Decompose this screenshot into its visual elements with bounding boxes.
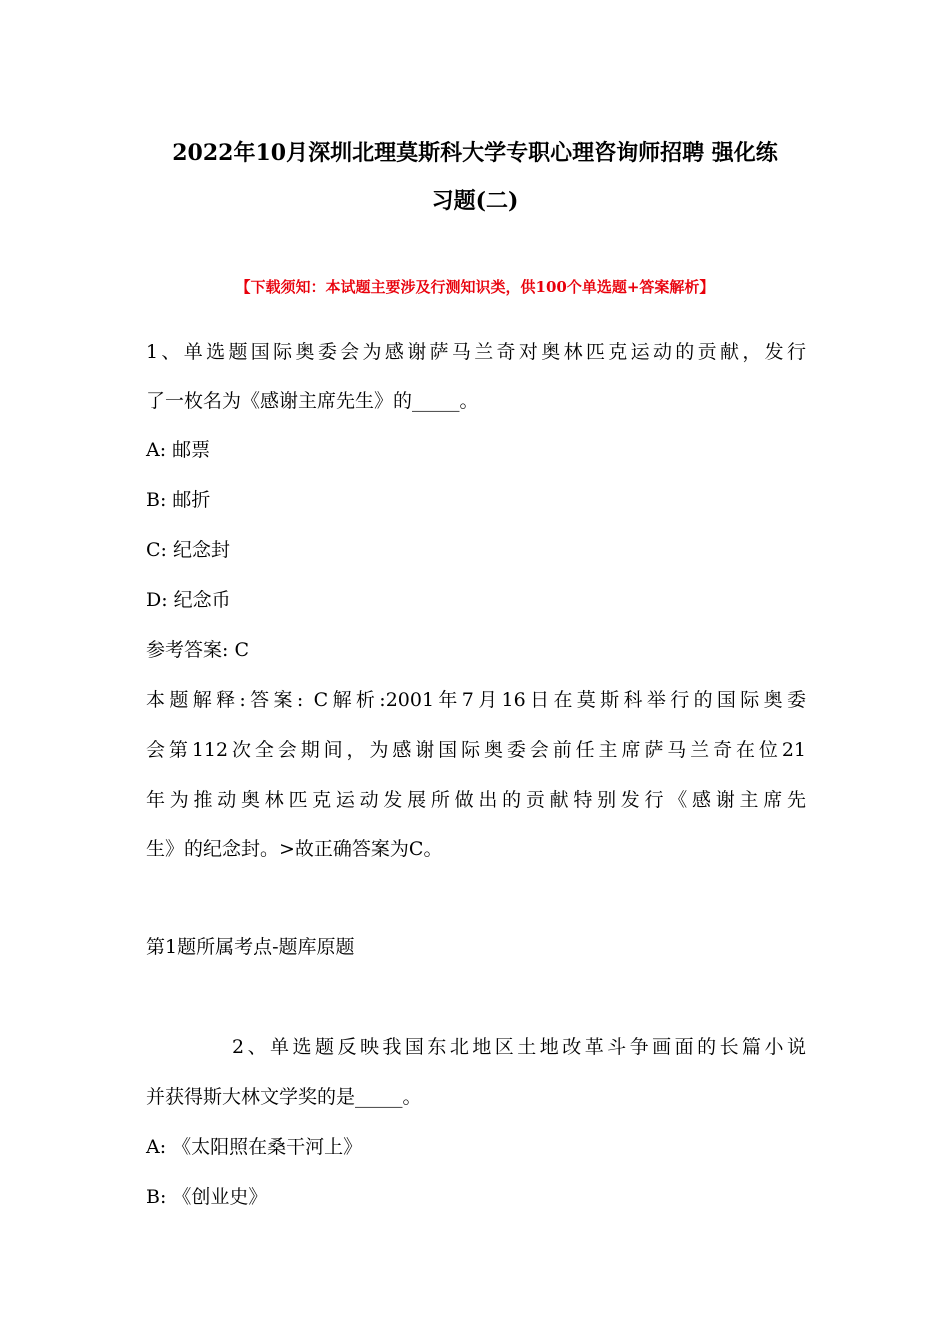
question-1-option-d: D: 纪念币	[146, 589, 231, 611]
question-2-stem-line-2: 并获得斯大林文学奖的是_____。	[146, 1086, 422, 1108]
question-1-answer: 参考答案: C	[146, 639, 249, 661]
question-1-explanation-line-3: 年为推动奥林匹克运动发展所做出的贡献特别发行《感谢主席先	[146, 789, 806, 811]
question-2-option-a: A: 《太阳照在桑干河上》	[146, 1136, 363, 1158]
question-1-option-b: B: 邮折	[146, 489, 211, 511]
question-2-option-b: B: 《创业史》	[146, 1186, 268, 1208]
question-1-stem-line-2: 了一枚名为《感谢主席先生》的_____。	[146, 390, 479, 412]
document-title-line-2: 习题(二)	[431, 188, 519, 214]
download-notice: 【下载须知：本试题主要涉及行测知识类，供100个单选题+答案解析】	[235, 278, 715, 296]
question-1-stem-line-1: 1、单选题国际奥委会为感谢萨马兰奇对奥林匹克运动的贡献，发行	[146, 341, 806, 363]
question-2-stem-line-1: 2、单选题反映我国东北地区土地改革斗争画面的长篇小说	[232, 1036, 806, 1058]
question-1-topic: 第1题所属考点-题库原题	[146, 936, 355, 958]
question-1-option-a: A: 邮票	[146, 439, 211, 461]
question-1-explanation-line-4: 生》的纪念封。>故正确答案为C。	[146, 838, 443, 860]
question-1-option-c: C: 纪念封	[146, 539, 230, 561]
question-1-explanation-line-1: 本题解释:答案: C解析:2001年7月16日在莫斯科举行的国际奥委	[146, 689, 806, 711]
document-title-line-1: 2022年10月深圳北理莫斯科大学专职心理咨询师招聘 强化练	[172, 140, 778, 166]
question-1-explanation-line-2: 会第112次全会期间，为感谢国际奥委会前任主席萨马兰奇在位21	[146, 739, 806, 761]
